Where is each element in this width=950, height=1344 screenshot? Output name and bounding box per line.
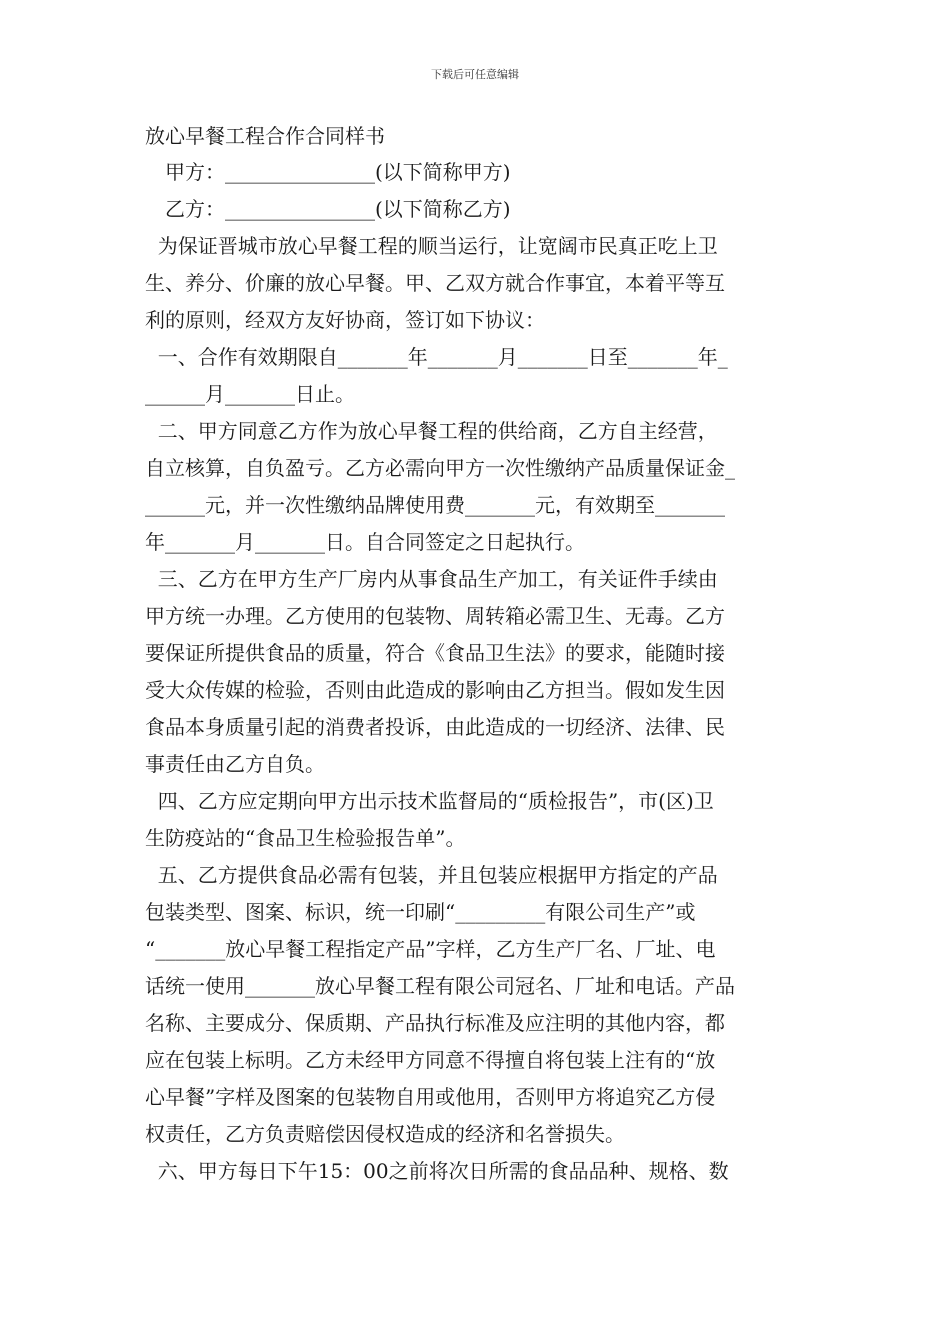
body-text-line: 生防疫站的“食品卫生检验报告单”。 [145, 826, 466, 850]
body-text-line: 利的原则，经双方友好协商，签订如下协议： [145, 308, 545, 332]
body-text-line: 自立核算，自负盈亏。乙方必需向甲方一次性缴纳产品质量保证金_ [145, 456, 735, 480]
body-text-line: “_______放心早餐工程指定产品”字样，乙方生产厂名、厂址、电 [145, 937, 716, 961]
body-text-line: 一、合作有效期限自_______年_______月_______日至_______年_ [145, 345, 728, 369]
body-text-line: 年_______月_______日。自合同签定之日起执行。 [145, 530, 585, 554]
body-text-line: ______月_______日止。 [145, 382, 355, 406]
body-text-line: 六、甲方每日下午15：00之前将次日所需的食品品种、规格、数 [145, 1159, 729, 1183]
body-text-line: 生、养分、价廉的放心早餐。甲、乙双方就合作事宜，本着平等互 [145, 271, 725, 295]
body-text-line: 话统一使用_______放心早餐工程有限公司冠名、厂址和电话。产品 [145, 974, 735, 998]
body-text-line: 名称、主要成分、保质期、产品执行标准及应注明的其他内容，都 [145, 1011, 725, 1035]
page-header-note: 下载后可任意编辑 [431, 68, 519, 81]
body-text-line: 三、乙方在甲方生产厂房内从事食品生产加工，有关证件手续由 [145, 567, 718, 591]
party-a-line: 甲方：_______________(以下简称甲方) [165, 160, 511, 184]
body-text-line: 权责任，乙方负责赔偿因侵权造成的经济和名誉损失。 [145, 1122, 625, 1146]
body-text-line: 事责任由乙方自负。 [145, 752, 325, 776]
body-text-line: 二、甲方同意乙方作为放心早餐工程的供给商，乙方自主经营， [145, 419, 718, 443]
document-title: 放心早餐工程合作合同样书 [145, 124, 385, 148]
body-text-line: 食品本身质量引起的消费者投诉，由此造成的一切经济、法律、民 [145, 715, 725, 739]
body-text-line: 甲方统一办理。乙方使用的包装物、周转箱必需卫生、无毒。乙方 [145, 604, 725, 628]
contract-body [145, 228, 813, 1190]
body-text-line: 受大众传媒的检验，否则由此造成的影响由乙方担当。假如发生因 [145, 678, 725, 702]
body-text-line: 心早餐”字样及图案的包装物自用或他用，否则甲方将追究乙方侵 [145, 1085, 716, 1109]
body-text-line: 为保证晋城市放心早餐工程的顺当运行，让宽阔市民真正吃上卫 [145, 234, 718, 258]
contract-document [145, 118, 813, 1190]
body-text-line: 五、乙方提供食品必需有包装，并且包装应根据甲方指定的产品 [145, 863, 718, 887]
party-b-line: 乙方：_______________(以下简称乙方) [165, 197, 511, 221]
body-text-line: ______元，并一次性缴纳品牌使用费_______元，有效期至_______ [145, 493, 725, 517]
body-text-line: 包装类型、图案、标识，统一印刷“_________有限公司生产”或 [145, 900, 696, 924]
body-text-line: 要保证所提供食品的质量，符合《食品卫生法》的要求，能随时接 [145, 641, 725, 665]
body-text-line: 四、乙方应定期向甲方出示技术监督局的“质检报告”，市(区)卫 [145, 789, 714, 813]
body-text-line: 应在包装上标明。乙方未经甲方同意不得擅自将包装上注有的“放 [145, 1048, 716, 1072]
